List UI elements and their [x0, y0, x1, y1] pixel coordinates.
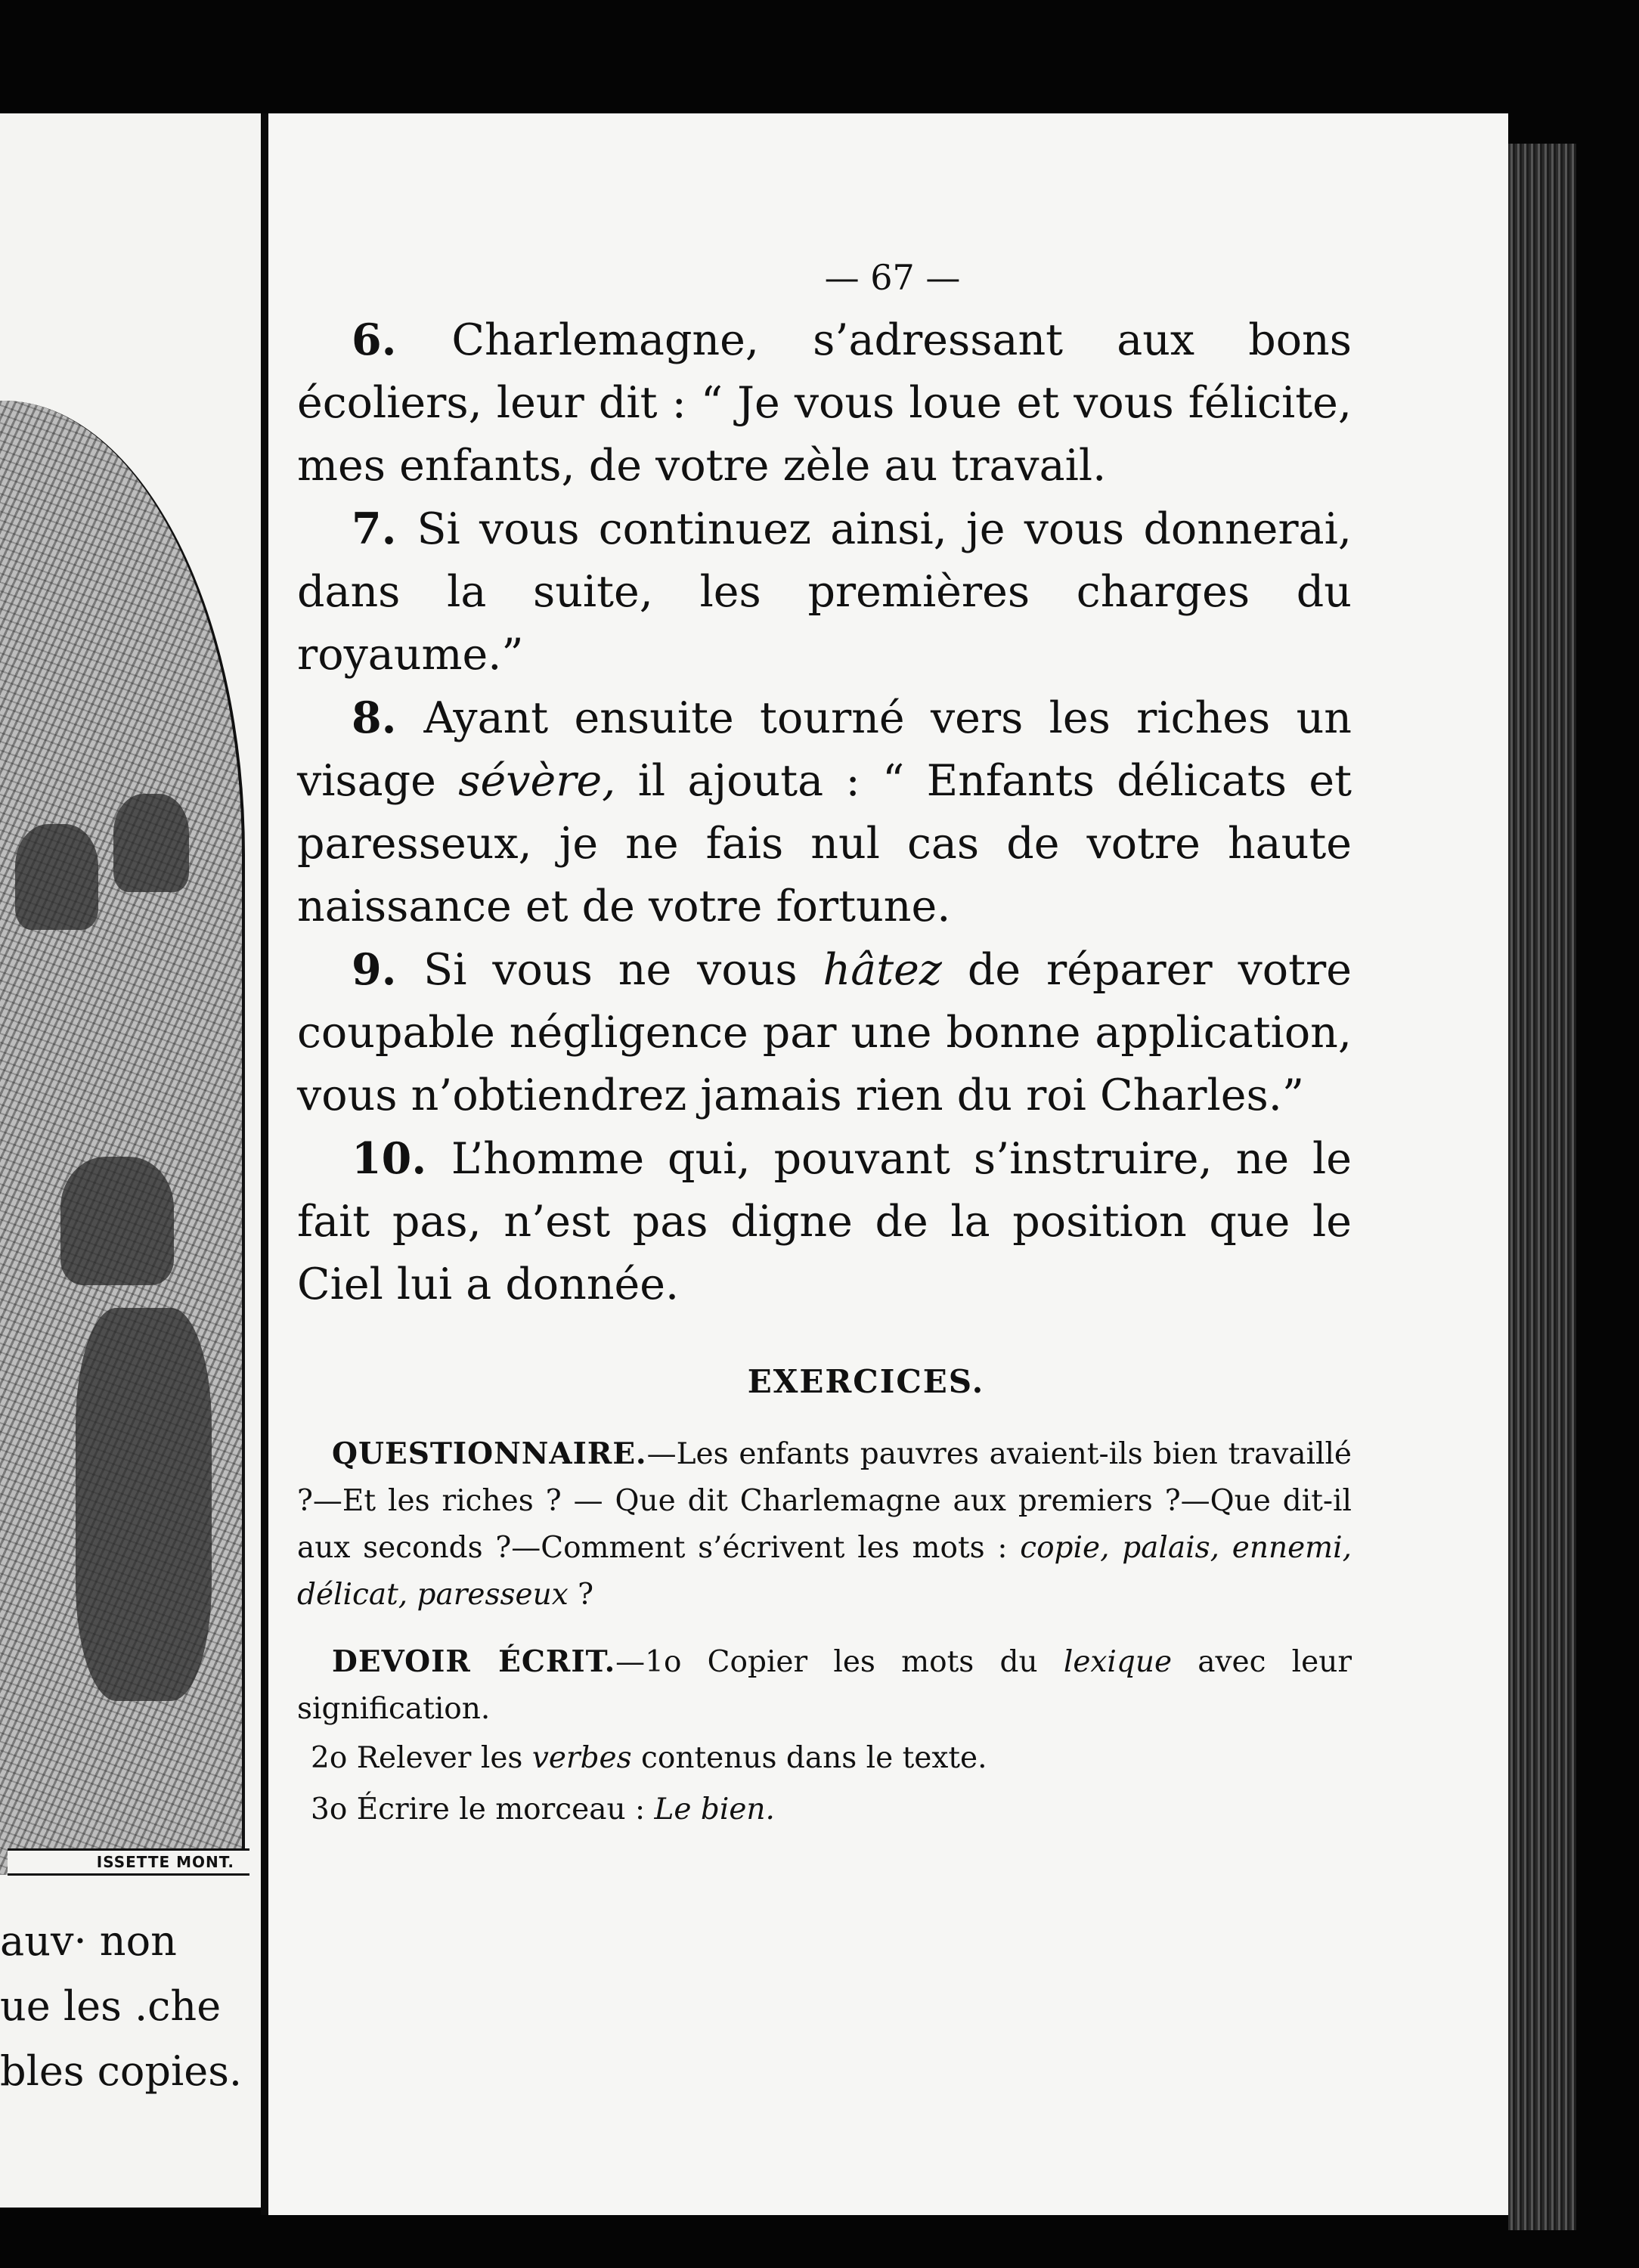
text-run: —Les enfants pauvres avaient-ils bien travaillé ?—Et les riches ? — Que dit Charlemagne aux premiers ?—Que dit-il aux seconds ?—Comment s’écrivent les mots :	[297, 1437, 1352, 1565]
paragraph	[297, 497, 1352, 686]
paragraph-number: 7.	[352, 503, 417, 554]
text-run: 3o Écrire le morceau :	[311, 1792, 655, 1826]
engraving-figure	[76, 1308, 212, 1701]
paragraph	[297, 1127, 1352, 1316]
engraving-figure	[113, 794, 189, 892]
text-run: Si vous ne vous	[423, 945, 823, 995]
text-run: de réparer votre coupable négligence par une bonne application, vous n’obtiendrez jamais rien du roi Charles.”	[297, 945, 1352, 1120]
page-content	[297, 257, 1352, 1836]
italic-text: Le bien.	[654, 1792, 775, 1826]
italic-text: sévère,	[458, 756, 616, 806]
italic-text: copie, palais, ennemi, délicat, paresseux	[297, 1531, 1352, 1612]
paragraph-number: 8.	[352, 692, 424, 743]
italic-text: verbes	[531, 1741, 632, 1775]
questionnaire	[297, 1430, 1352, 1619]
paragraph-number: 10.	[352, 1133, 451, 1184]
text-run: —1o Copier les mots du	[615, 1645, 1064, 1679]
questionnaire-label: QUESTIONNAIRE.	[332, 1436, 647, 1471]
devoir-label: DEVOIR ÉCRIT.	[332, 1644, 616, 1679]
engraving-figure	[15, 824, 98, 930]
text-run: Ayant ensuite tourné vers les riches un visage	[297, 693, 1352, 806]
task-item	[297, 1733, 1352, 1784]
text-run: ?	[568, 1578, 594, 1612]
engraving-caption: ISSETTE MONT.	[8, 1848, 249, 1876]
left-line: ue les .che	[0, 1982, 222, 2030]
page-number: — 67 —	[824, 257, 961, 298]
left-page	[0, 113, 280, 2208]
left-line: auv· non	[0, 1917, 177, 1965]
text-run: Si vous continuez ainsi, je vous donnerai, dans la suite, les premières charges du royaume.”	[297, 504, 1352, 680]
italic-text: lexique	[1063, 1645, 1173, 1679]
text-run: il ajouta : “ Enfants délicats et paresseux, je ne fais nul cas de votre haute naissance et de votre fortune.	[297, 756, 1352, 931]
italic-text: hâtez	[823, 945, 942, 995]
task-list	[297, 1733, 1352, 1836]
paragraph-number: 9.	[352, 944, 424, 995]
book-page-edge	[1508, 144, 1576, 2230]
text-run: contenus dans le texte.	[631, 1741, 987, 1775]
engraving-illustration	[0, 401, 245, 1875]
devoir-ecrit	[297, 1638, 1352, 1733]
task-item	[297, 1784, 1352, 1836]
story-paragraphs	[297, 308, 1352, 1316]
paragraph	[297, 686, 1352, 938]
paragraph	[297, 308, 1352, 497]
engraving-figure	[60, 1157, 174, 1285]
text-run: Charlemagne, s’adressant aux bons écoliers, leur dit : “ Je vous loue et vous félicite, mes enfants, de votre zèle au travail.	[297, 315, 1352, 491]
left-line: bles copies.	[0, 2047, 243, 2095]
left-page-text	[0, 1909, 257, 2104]
text-run: 2o Relever les	[311, 1741, 532, 1775]
paragraph-number: 6.	[352, 314, 452, 365]
text-run: avec leur signification.	[297, 1645, 1352, 1726]
paragraph	[297, 938, 1352, 1127]
text-run: L’homme qui, pouvant s’instruire, ne le fait pas, n’est pas digne de la position que le Ciel lui a donnée.	[297, 1134, 1352, 1309]
exercises-title: EXERCICES.	[747, 1363, 985, 1400]
